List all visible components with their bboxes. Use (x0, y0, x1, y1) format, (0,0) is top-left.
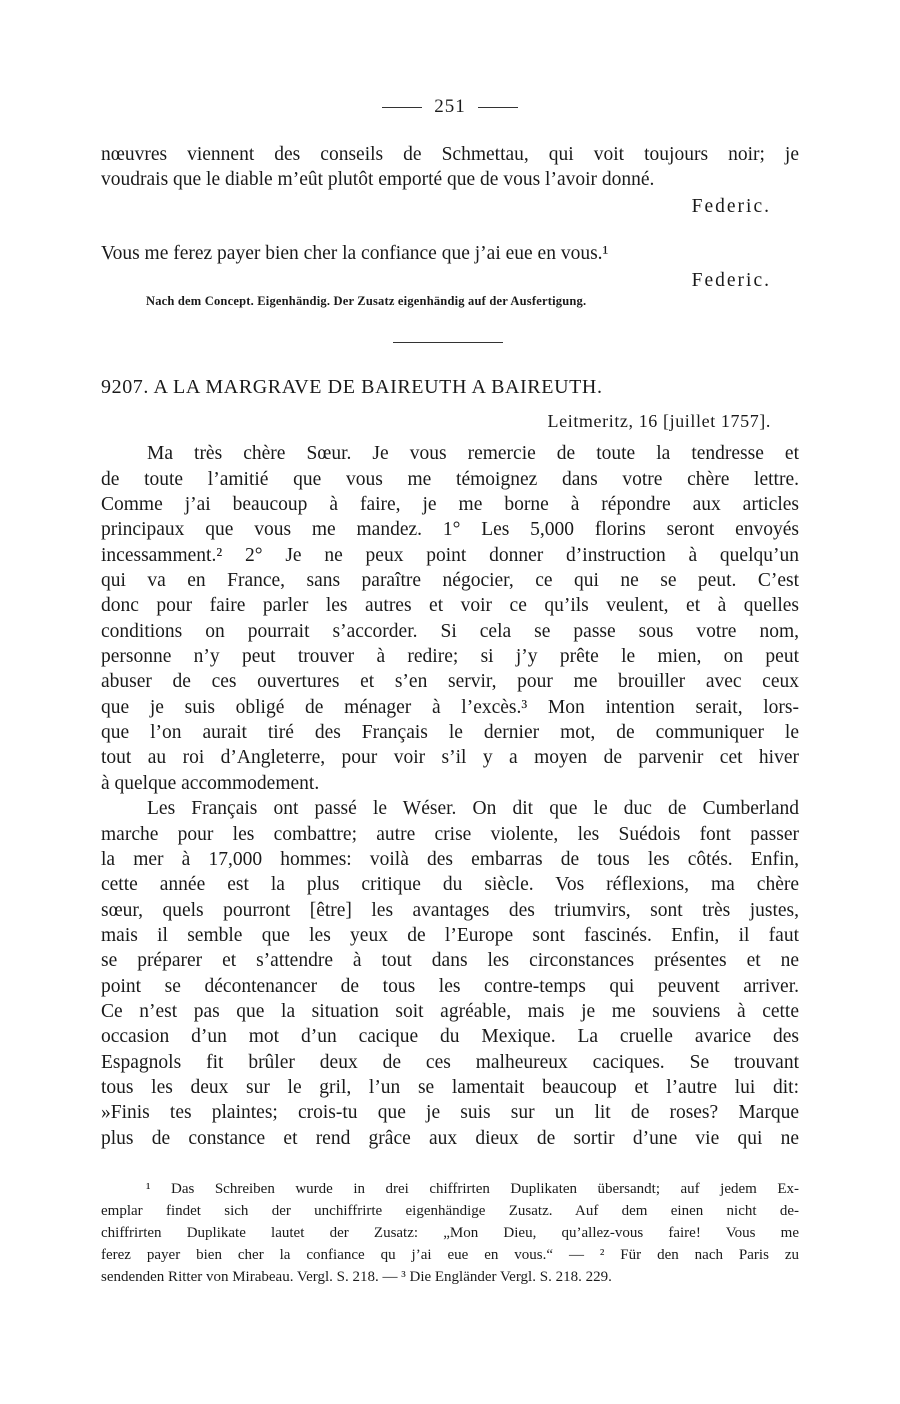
body-line: Ma très chère Sœur. Je vous remercie de toute la tendresse et (147, 443, 799, 464)
body-line: tous les deux sur le gril, l’un se lamentait beaucoup et l’autre lui dit: (101, 1077, 799, 1098)
body-line: conditions on pourrait s’accorder. Si cela se passe sous votre nom, (101, 621, 799, 642)
body-line: donc pour faire parler les autres et voir ce qu’ils veulent, et à quelles (101, 595, 799, 616)
header-dash-right (478, 107, 518, 108)
body-line: sœur, quels pourront [être] les avantages des triumvirs, sont très justes, (101, 900, 799, 921)
header-dash-left (382, 107, 422, 108)
body-line: Comme j’ai beaucoup à faire, je me borne à répondre aux articles (101, 494, 799, 515)
body-line: marche pour les combattre; autre crise violente, les Suédois font passer (101, 824, 799, 845)
body-line: de toute l’amitié que vous me témoignez dans votre chère lettre. (101, 469, 799, 490)
footnote-line: ¹ Das Schreiben wurde in drei chiffrirten Duplikaten übersandt; auf jedem Ex- (146, 1181, 799, 1197)
footnote-line: chiffrirten Duplikate lautet der Zusatz: „Mon Dieu, qu’allez-vous faire! Vous me (101, 1225, 799, 1241)
dateline: Leitmeritz, 16 [juillet 1757]. (547, 411, 771, 431)
body-line: que l’on aurait tiré des Français le dernier mot, de communiquer le (101, 722, 799, 743)
body-line: se préparer et s’attendre à tout dans les circonstances présentes et ne (101, 950, 799, 971)
text-line: nœuvres viennent des conseils de Schmettau, qui voit toujours noir; je (101, 144, 799, 165)
footnote-line: sendenden Ritter von Mirabeau. Vergl. S. 218. — ³ Die Engländer Vergl. S. 218. 229. (101, 1269, 612, 1285)
body-line: tout au roi d’Angleterre, pour voir s’il y a moyen de parvenir cet hiver (101, 747, 799, 768)
body-line: Les Français ont passé le Wéser. On dit que le duc de Cumberland (147, 798, 799, 819)
text-line: voudrais que le diable m’eût plutôt emporté que de vous l’avoir donné. (101, 169, 655, 190)
body-line: qui va en France, sans paraître négocier, ce qui ne se peut. C’est (101, 570, 799, 591)
body-line: la mer à 17,000 hommes: voilà des embarras de tous les côtés. Enfin, (101, 849, 799, 870)
signature: Federic. (691, 196, 771, 217)
body-line: occasion d’un mot d’un cacique du Mexique. La cruelle avarice des (101, 1026, 799, 1047)
body-line: incessamment.² 2° Je ne peux point donner d’instruction à quelqu’un (101, 545, 799, 566)
body-line: plus de constance et rend grâce aux dieux de sortir d’une vie qui ne (101, 1128, 799, 1149)
source-note: Nach dem Concept. Eigenhändig. Der Zusatz eigenhändig auf der Ausfertigung. (146, 294, 587, 308)
body-line: que je suis obligé de ménager à l’excès.³ Mon intention serait, lors- (101, 697, 799, 718)
body-line: mais il semble que les yeux de l’Europe sont fascinés. Enfin, il faut (101, 925, 799, 946)
body-line: cette année est la plus critique du siècle. Vos réflexions, ma chère (101, 874, 799, 895)
body-line: Ce n’est pas que la situation soit agréable, mais je me souviens à cette (101, 1001, 799, 1022)
body-line: »Finis tes plaintes; crois-tu que je suis sur un lit de roses? Marque (101, 1102, 799, 1123)
footnote-line: ferez payer bien cher la confiance qu j’ai eue en vous.“ — ² Für den nach Paris zu (101, 1247, 799, 1263)
footnote-line: emplar findet sich der unchiffrirte eigenhändige Zusatz. Auf dem einen nicht de- (101, 1203, 799, 1219)
page-header (101, 96, 799, 118)
section-divider (393, 342, 503, 343)
letter-heading: 9207. A LA MARGRAVE DE BAIREUTH A BAIREUTH. (101, 376, 603, 398)
body-line: Espagnols fit brûler deux de ces malheureux caciques. Se trouvant (101, 1052, 799, 1073)
body-line: à quelque accommodement. (101, 773, 320, 794)
signature: Federic. (691, 270, 771, 291)
page-number: 251 (434, 96, 466, 117)
body-line: personne n’y peut trouver à redire; si j’y prête le mien, on peut (101, 646, 799, 667)
body-line: principaux que vous me mandez. 1° Les 5,000 florins seront envoyés (101, 519, 799, 540)
postscript: Vous me ferez payer bien cher la confiance que j’ai eue en vous.¹ (101, 243, 609, 264)
body-line: point se décontenancer de tous les contre-temps qui peuvent arriver. (101, 976, 799, 997)
body-line: abuser de ces ouvertures et s’en servir, pour me brouiller avec ceux (101, 671, 799, 692)
